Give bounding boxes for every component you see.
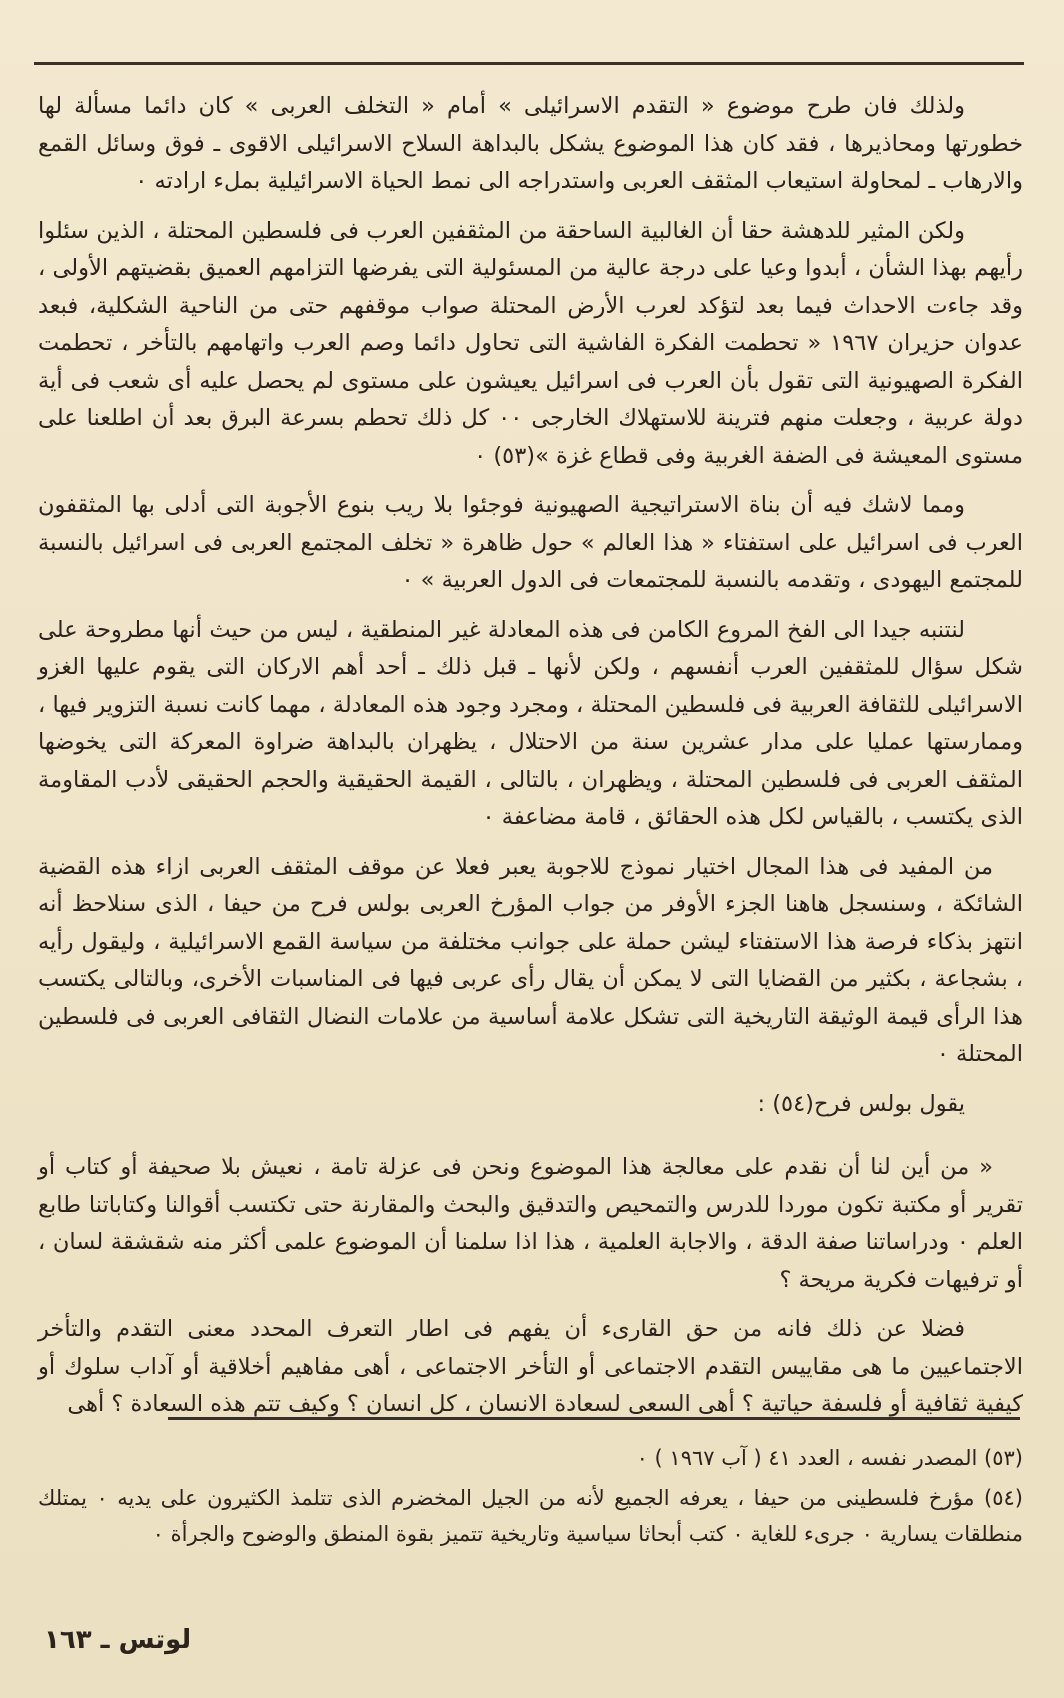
quote-paragraph: « من أين لنا أن نقدم على معالجة هذا الموضوع ونحن فى عزلة تامة ، نعيش بلا صحيفة أو كتاب أو تقرير أو مكتبة تكون موردا للدرس والتمحيص والتدقيق والبحث والمقارنة حتى تكتسب أقوالنا وكتاباتنا طابع العلم ٠ ودراساتنا صفة الدقة ، والاجابة العلمية ، هذا اذا سلمنا أن الموضوع علمى أكثر منه شقشقة لسان ، أو ترفيهات فكرية مريحة ؟ <box>38 1154 1023 1293</box>
paragraph: ولذلك فان طرح موضوع « التقدم الاسرائيلى » أمام « التخلف العربى » كان دائما مسألة لها خطورتها ومحاذيرها ، فقد كان هذا الموضوع يشكل بالبداهة السلاح الاسرائيلى الاقوى ـ فوق وسائل القمع والارهاب ـ لمحاولة استيعاب المثقف العربى واستدراجه الى نمط الحياة الاسرائيلية بملء ارادته ٠ <box>38 93 1023 194</box>
quote-intro: يقول بولس فرح(٥٤) : <box>757 1090 965 1117</box>
paragraph: لنتنبه جيدا الى الفخ المروع الكامن فى هذه المعادلة غير المنطقية ، ليس من حيث أنها مطروحة على شكل سؤال للمثقفين العرب أنفسهم ، ولكن لأنها ـ قبل ذلك ـ أحد أهم الاركان التى يقوم عليها الغزو الاسرائيلى للثقافة العربية فى فلسطين المحتلة ، ومجرد وجود هذه المعادلة ، مهما كانت نسبة التزوير فيها ، وممارستها عمليا على مدار عشرين سنة من الاحتلال ، يظهران بالبداهة ضراوة المعركة التى يخوضها المثقف العربى فى فلسطين المحتلة ، ويظهران ، بالتالى ، القيمة الحقيقية والحجم الحقيقى لأدب المقاومة الذى يكتسب ، بالقياس لكل هذه الحقائق ، قامة مضاعفة ٠ <box>38 616 1023 830</box>
top-rule <box>34 62 1024 65</box>
quote-paragraph: فضلا عن ذلك فانه من حق القارىء أن يفهم فى اطار التعرف المحدد معنى التقدم والتأخر الاجتماعيين ما هى مقاييس التقدم الاجتماعى أو التأخر الاجتماعى ، أهى مفاهيم أخلاقية أو آداب سلوك أو كيفية ثقافية أو فلسفة حياتية ؟ أهى السعى لسعادة الانسان ، كل انسان ؟ وكيف تتم هذه السعادة ؟ أهى <box>38 1316 1023 1417</box>
article-body <box>38 88 1023 1436</box>
footnote-separator-rule <box>168 1417 1020 1420</box>
paragraph: ولكن المثير للدهشة حقا أن الغالبية الساحقة من المثقفين العرب فى فلسطين المحتلة ، الذين سئلوا رأيهم بهذا الشأن ، أبدوا وعيا على درجة عالية من المسئولية التى يفرضها التزامهم العميق بقضيتهم الأولى ، وقد جاءت الاحداث فيما بعد لتؤكد لعرب الأرض المحتلة صواب موقفهم حتى من الناحية الشكلية، فبعد عدوان حزيران ١٩٦٧ « تحطمت الفكرة الفاشية التى تحاول دائما وصم العرب واتهامهم بالتأخر ، تحطمت الفكرة الصهيونية التى تقول بأن العرب فى اسرائيل يعيشون على مستوى لم يحصل عليه أى شعب فى أية دولة عربية ، وجعلت منهم فترينة للاستهلاك الخارجى ٠٠ كل ذلك تحطم بسرعة البرق بعد أن اطلعنا على مستوى المعيشة فى الضفة الغربية وفى قطاع غزة »(٥٣) ٠ <box>38 217 1023 469</box>
footnote: (٥٣) المصدر نفسه ، العدد ٤١ ( آب ١٩٦٧ ) ٠ <box>636 1446 1023 1470</box>
footnote: (٥٤) مؤرخ فلسطينى من حيفا ، يعرفه الجميع لأنه من الجيل المخضرم الذى تتلمذ الكثيرون على يديه ٠ يمتلك منطلقات يسارية ٠ جرىء للغاية ٠ كتب أبحاثا سياسية وتاريخية تتميز بقوة المنطق والوضوح والجرأة ٠ <box>38 1486 1023 1546</box>
page-footer: لوتس ـ ١٦٣ <box>44 1625 192 1655</box>
footnotes <box>38 1440 1023 1556</box>
paragraph: من المفيد فى هذا المجال اختيار نموذج للاجوبة يعبر فعلا عن موقف المثقف العربى ازاء هذه القضية الشائكة ، وسنسجل هاهنا الجزء الأوفر من جواب المؤرخ العربى بولس فرح من حيفا ، الذى سنلاحظ أنه انتهز بذكاء فرصة هذا الاستفتاء ليشن حملة على جوانب مختلفة من سياسة القمع الاسرائيلية ، وليقول رأيه ، بشجاعة ، بكثير من القضايا التى لا يمكن أن يقال رأى عربى فيها فى المناسبات الأخرى، وبالتالى يكتسب هذا الرأى قيمة الوثيقة التاريخية التى تشكل علامة أساسية من علامات النضال الثقافى العربى فى فلسطين المحتلة ٠ <box>38 853 1023 1067</box>
paragraph: ومما لاشك فيه أن بناة الاستراتيجية الصهيونية فوجئوا بلا ريب بنوع الأجوبة التى أدلى بها المثقفون العرب فى اسرائيل على استفتاء « هذا العالم » حول ظاهرة « تخلف المجتمع العربى فى اسرائيل بالنسبة للمجتمع اليهودى ، وتقدمه بالنسبة للمجتمعات فى الدول العربية » ٠ <box>38 492 1023 593</box>
